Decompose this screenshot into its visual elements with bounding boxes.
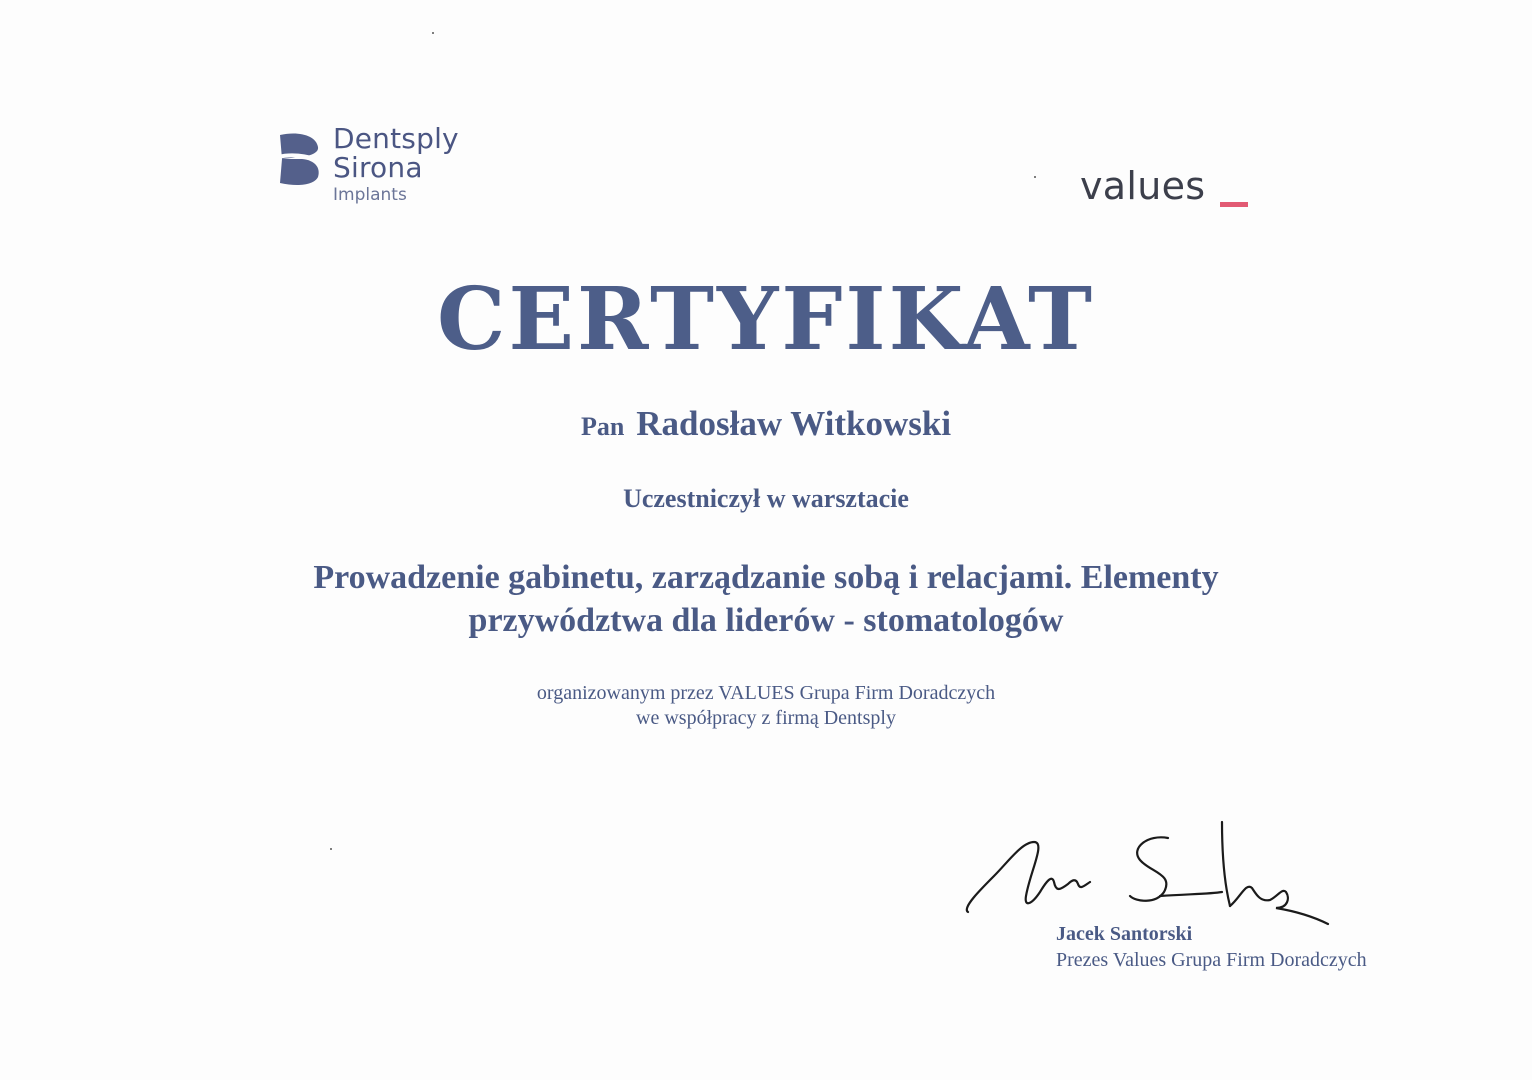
paper-speck bbox=[432, 32, 434, 34]
participation-statement: Uczestniczył w warsztacie bbox=[623, 484, 909, 513]
certificate-title: CERTYFIKAT bbox=[437, 269, 1095, 370]
signatory-name: Jacek Santorski bbox=[1056, 923, 1193, 945]
dentsply-s-icon bbox=[276, 129, 324, 187]
values-underscore-mark bbox=[1220, 202, 1248, 207]
dentsply-sirona-logo bbox=[276, 124, 496, 214]
recipient-salutation: Pan bbox=[580, 412, 625, 441]
dentsply-line: Dentsply bbox=[333, 122, 459, 155]
workshop-title bbox=[200, 556, 1332, 642]
values-logo bbox=[1080, 164, 1260, 214]
organizer-line: we współpracy z firmą Dentsply bbox=[636, 707, 896, 729]
organizer-statement bbox=[0, 681, 1532, 731]
organizer-line: organizowanym przez VALUES Grupa Firm Doradczych bbox=[536, 682, 996, 704]
signatory-role: Prezes Values Grupa Firm Doradczych bbox=[1056, 949, 1367, 971]
workshop-title-line: Prowadzenie gabinetu, zarządzanie sobą i relacjami. Elementy bbox=[313, 559, 1219, 596]
sirona-line: Sirona bbox=[333, 151, 423, 184]
paper-speck bbox=[1034, 176, 1036, 178]
paper-speck bbox=[330, 848, 332, 850]
dentsply-wordmark bbox=[333, 124, 459, 208]
recipient-name: Radosław Witkowski bbox=[636, 404, 952, 443]
handwritten-signature bbox=[960, 812, 1340, 927]
workshop-title-line: przywództwa dla liderów - stomatologów bbox=[468, 602, 1064, 639]
recipient-line bbox=[0, 404, 1532, 444]
implants-line: Implants bbox=[333, 185, 407, 205]
signatory-block bbox=[1056, 921, 1367, 973]
values-wordmark: values bbox=[1080, 164, 1206, 208]
